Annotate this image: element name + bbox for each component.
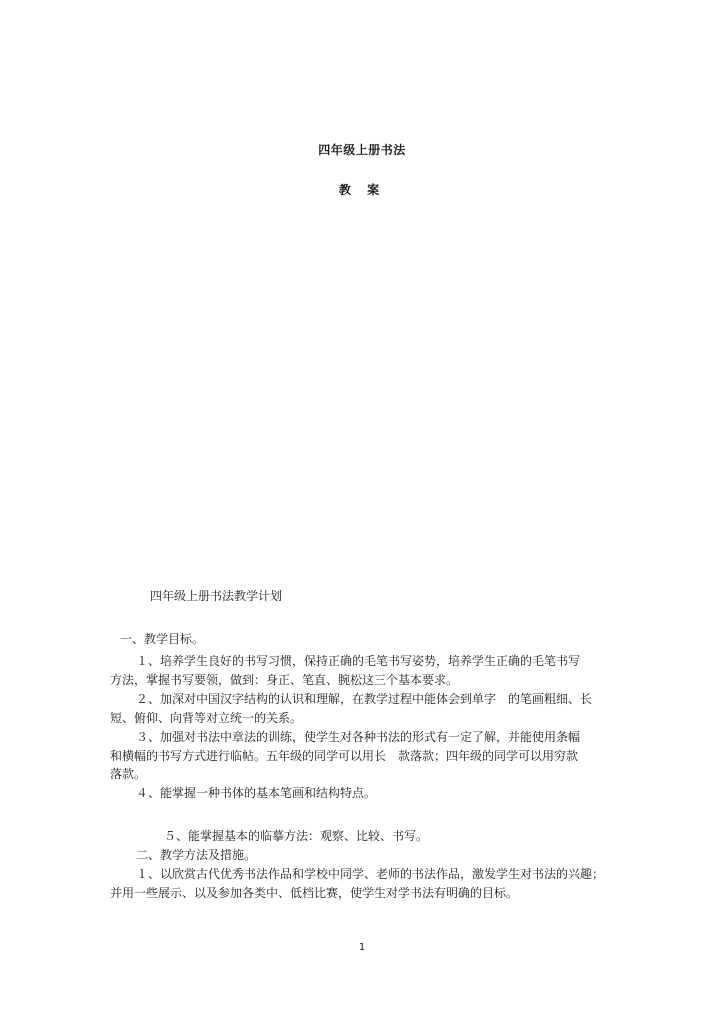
page-number: 1 xyxy=(358,942,366,953)
plan-title: 四年级上册书法教学计划 xyxy=(150,589,283,603)
section-heading-goals: 一、教学目标。 xyxy=(120,632,205,646)
goal-2-line-1: ２、加深对中国汉字结构的认识和理解，在教学过程中能体会到单字 的笔画粗细、长 xyxy=(136,692,593,706)
goal-4: ４、能掌握一种书体的基本笔画和结构特点。 xyxy=(136,786,377,800)
method-1-line-2: 并用一些展示、以及参加各类中、低档比赛，使学生对学书法有明确的目标。 xyxy=(110,886,519,900)
goal-1-line-2: 方法，掌握书写要领，做到：身正、笔直、腕松这三个基本要求。 xyxy=(110,673,459,687)
method-1-line-1: １、以欣赏古代优秀书法作品和学校中同学、老师的书法作品，激发学生对书法的兴趣； xyxy=(136,867,605,881)
goal-3-line-2: 和横幅的书写方式进行临帖。五年级的同学可以用长 款落款；四年级的同学可以用穷款 xyxy=(110,749,579,763)
section-heading-methods: 二、教学方法及措施。 xyxy=(136,848,257,862)
goal-2-line-2: 短、俯仰、向背等对立统一的关系。 xyxy=(110,711,303,725)
goal-1-line-1: １、培养学生良好的书写习惯，保持正确的毛笔书写姿势，培养学生正确的毛笔书写 xyxy=(136,654,581,668)
goal-5: ５、能掌握基本的临摹方法：观察、比较、书写。 xyxy=(164,829,429,843)
document-title: 四年级上册书法 xyxy=(318,143,406,157)
goal-3-line-3: 落款。 xyxy=(110,767,147,781)
document-subtitle: 教 案 xyxy=(338,183,386,197)
goal-3-line-1: ３、加强对书法中章法的训练，使学生对各种书法的形式有一定了解，并能使用条幅 xyxy=(136,730,581,744)
